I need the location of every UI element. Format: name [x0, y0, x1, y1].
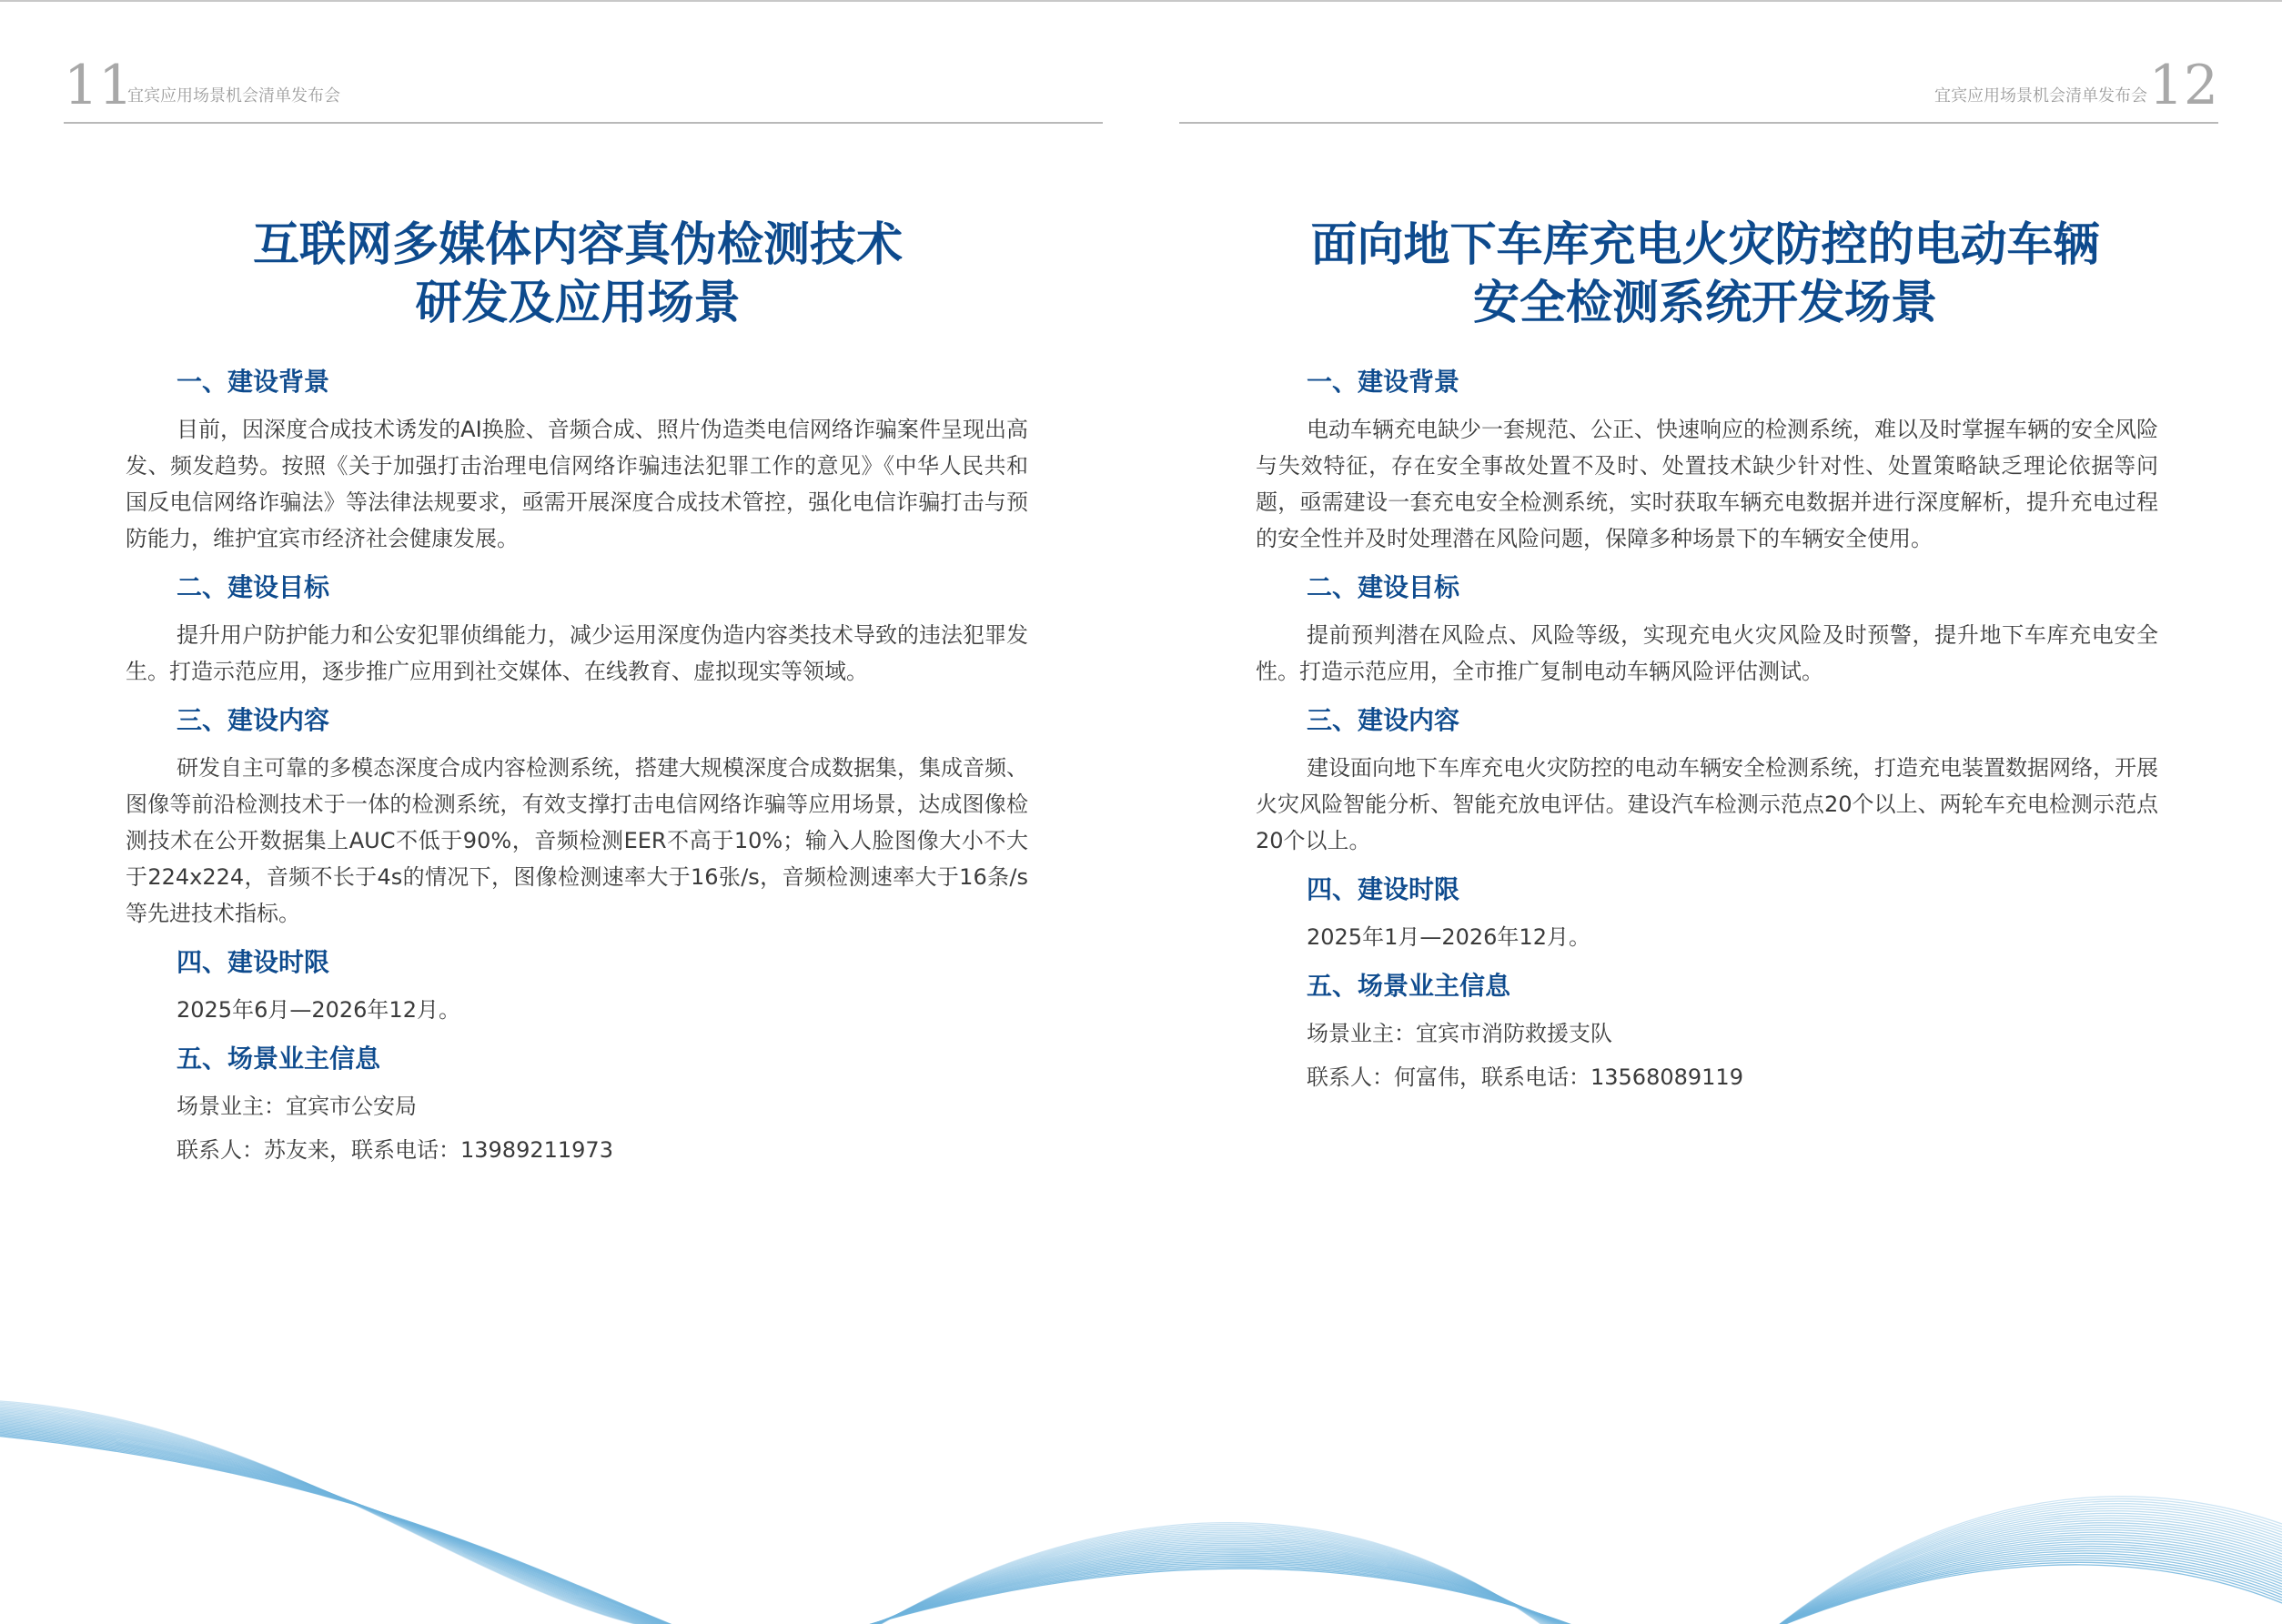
section-text-background: 目前，因深度合成技术诱发的AI换脸、音频合成、照片伪造类电信网络诈骗案件呈现出高发、频发趋势。按照《关于加强打击治理电信网络诈骗违法犯罪工作的意见》《中华人民共和国反电信网络诈骗法》等法律法规要求，亟需开展深度合成技术管控，强化电信诈骗打击与预防能力，维护宜宾市经济社会健康发展。 — [126, 417, 1028, 551]
header-rule — [64, 122, 1103, 124]
title-line-1: 互联网多媒体内容真伪检测技术 — [252, 218, 903, 272]
page-header — [1179, 56, 2218, 122]
section-heading-goal: 二、建设目标 — [177, 572, 330, 602]
wave-line — [1774, 1511, 2282, 1624]
section-heading-timeline: 四、建设时限 — [1307, 874, 1460, 904]
page-title — [1141, 217, 2269, 333]
header-title: 宜宾应用场景机会清单发布会 — [127, 86, 340, 106]
section-text-content: 建设面向地下车库充电火灾防控的电动车辆安全检测系统，打造充电装置数据网络，开展火灾风险智能分析、智能充放电评估。建设汽车检测示范点20个以上、两轮车充电检测示范点20个以上。 — [1256, 755, 2158, 853]
section-heading-content: 三、建设内容 — [177, 705, 330, 735]
contact-text: 联系人：何富伟，联系电话：13568089119 — [1307, 1064, 1743, 1090]
section-heading-owner: 五、场景业主信息 — [177, 1044, 381, 1074]
owner-text: 场景业主：宜宾市公安局 — [177, 1094, 417, 1119]
page-header — [64, 56, 1103, 122]
section-text-background: 电动车辆充电缺少一套规范、公正、快速响应的检测系统，难以及时掌握车辆的安全风险与失效特征，存在安全事故处置不及时、处置技术缺少针对性、处置策略缺乏理论依据等问题，亟需建设一套充电安全检测系统，实时获取车辆充电数据并进行深度解析，提升充电过程的安全性并及时处理潜在风险问题，保障多种场景下的车辆安全使用。 — [1256, 417, 2158, 551]
wave-line — [1774, 1506, 2282, 1624]
section-text-timeline: 2025年1月—2026年12月。 — [1307, 924, 1590, 950]
wave-group-left — [0, 1401, 682, 1624]
section-heading-background: 一、建设背景 — [177, 367, 330, 397]
contact-text: 联系人：苏友来，联系电话：13989211973 — [177, 1137, 613, 1163]
header-rule — [1179, 122, 2218, 124]
wave-group-right — [1774, 1497, 2282, 1624]
header-title: 宜宾应用场景机会清单发布会 — [1934, 86, 2147, 106]
decorative-waves — [0, 1365, 2282, 1624]
section-text-content: 研发自主可靠的多模态深度合成内容检测系统，搭建大规模深度合成数据集，集成音频、图像等前沿检测技术于一体的检测系统，有效支撑打击电信网络诈骗等应用场景，达成图像检测技术在公开数据集上AUC不低于90%，音频检测EER不高于10%；输入人脸图像大小不大于224x224，音频不长于4s的情况下，图像检测速率大于16张/s，音频检测速率大于16条/s等先进技术指标。 — [126, 755, 1028, 926]
title-line-2: 安全检测系统开发场景 — [1472, 277, 1937, 330]
title-line-2: 研发及应用场景 — [415, 277, 741, 330]
page-content — [1256, 364, 2158, 1108]
section-heading-goal: 二、建设目标 — [1307, 572, 1460, 602]
page-number: 12 — [2148, 54, 2218, 117]
title-line-1: 面向地下车库充电火灾防控的电动车辆 — [1310, 218, 2100, 272]
page-number: 11 — [64, 54, 134, 117]
owner-text: 场景业主：宜宾市消防救援支队 — [1307, 1021, 1612, 1046]
section-heading-background: 一、建设背景 — [1307, 367, 1460, 397]
section-text-goal: 提前预判潜在风险点、风险等级，实现充电火灾风险及时预警，提升地下车库充电安全性。打造示范应用，全市推广复制电动车辆风险评估测试。 — [1256, 622, 2158, 684]
wave-line — [1774, 1520, 2282, 1624]
page-title — [0, 217, 1156, 333]
section-heading-owner: 五、场景业主信息 — [1307, 971, 1511, 1001]
section-text-goal: 提升用户防护能力和公安犯罪侦缉能力，减少运用深度伪造内容类技术导致的违法犯罪发生。打造示范应用，逐步推广应用到社交媒体、在线教育、虚拟现实等领域。 — [126, 622, 1028, 684]
wave-group-center — [856, 1523, 1582, 1624]
section-heading-timeline: 四、建设时限 — [177, 947, 330, 977]
section-text-timeline: 2025年6月—2026年12月。 — [177, 997, 460, 1023]
section-heading-content: 三、建设内容 — [1307, 705, 1460, 735]
page-content — [126, 364, 1028, 1181]
